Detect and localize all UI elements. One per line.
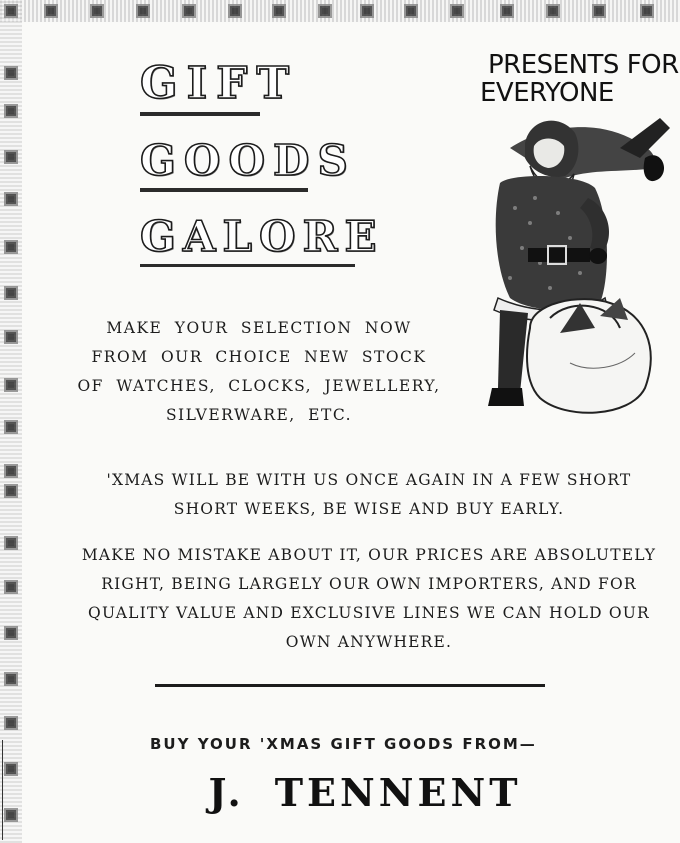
- border-ornament: [4, 66, 18, 80]
- headline-gift: GIFT: [140, 58, 299, 109]
- border-ornament: [136, 4, 150, 18]
- border-ornament: [404, 4, 418, 18]
- headline-underline: [140, 188, 308, 192]
- border-ornament: [4, 672, 18, 686]
- border-ornament: [228, 4, 242, 18]
- border-ornament: [546, 4, 560, 18]
- merchant-surname: TENNENT: [274, 770, 522, 815]
- merchant-name: [150, 770, 580, 815]
- headline-underline: [140, 264, 355, 267]
- border-ornament: [4, 626, 18, 640]
- border-ornament: [450, 4, 464, 18]
- border-ornament: [4, 808, 18, 822]
- headline-galore: GALORE: [140, 212, 384, 261]
- buy-from-line: BUY YOUR 'XMAS GIFT GOODS FROM—: [150, 735, 537, 753]
- border-ornament: [4, 716, 18, 730]
- border-ornament: [4, 378, 18, 392]
- border-ornament: [592, 4, 606, 18]
- section-divider: [155, 684, 545, 687]
- border-ornament: [182, 4, 196, 18]
- selection-paragraph: MAKE YOUR SELECTION NOW FROM OUR CHOICE NEW STOCK OF WATCHES, CLOCKS, JEWELLERY, SILVERWARE, ETC.: [77, 318, 441, 424]
- border-ornament: [318, 4, 332, 18]
- border-ornament: [44, 4, 58, 18]
- headline-goods: GOODS: [140, 136, 356, 185]
- left-margin-rule: [2, 740, 3, 840]
- border-ornament: [4, 420, 18, 434]
- presents-for-text: PRESENTS FOR: [488, 50, 679, 80]
- border-ornament: [4, 330, 18, 344]
- santa-with-toy-sack-icon: [470, 88, 680, 418]
- xmas-reminder-paragraph: 'XMAS WILL BE WITH US ONCE AGAIN IN A FEW SHORT SHORT WEEKS, BE WISE AND BUY EARLY.: [106, 470, 632, 518]
- border-ornament: [4, 150, 18, 164]
- border-ornament: [4, 192, 18, 206]
- border-ornament: [640, 4, 654, 18]
- border-ornament: [272, 4, 286, 18]
- border-ornament: [4, 580, 18, 594]
- border-ornament: [4, 464, 18, 478]
- headline-underline: [140, 112, 260, 116]
- border-ornament: [4, 4, 18, 18]
- merchant-initial: J.: [208, 770, 245, 815]
- border-ornament: [4, 762, 18, 776]
- headline-block: [140, 58, 384, 267]
- prices-paragraph: MAKE NO MISTAKE ABOUT IT, OUR PRICES ARE ABSOLUTELY RIGHT, BEING LARGELY OUR OWN IMPORTERS, AND FOR QUALITY VALUE AND EXCLUSIVE LINES WE CAN HOLD OUR OWN ANYWHERE.: [81, 545, 657, 651]
- everyone-text: EVERYONE: [480, 78, 614, 108]
- border-ornament: [4, 240, 18, 254]
- border-ornament: [90, 4, 104, 18]
- border-ornament: [4, 536, 18, 550]
- border-ornament: [4, 104, 18, 118]
- border-ornament: [4, 286, 18, 300]
- border-ornament: [4, 484, 18, 498]
- border-ornament: [500, 4, 514, 18]
- santa-illustration: [470, 48, 680, 418]
- border-ornament: [360, 4, 374, 18]
